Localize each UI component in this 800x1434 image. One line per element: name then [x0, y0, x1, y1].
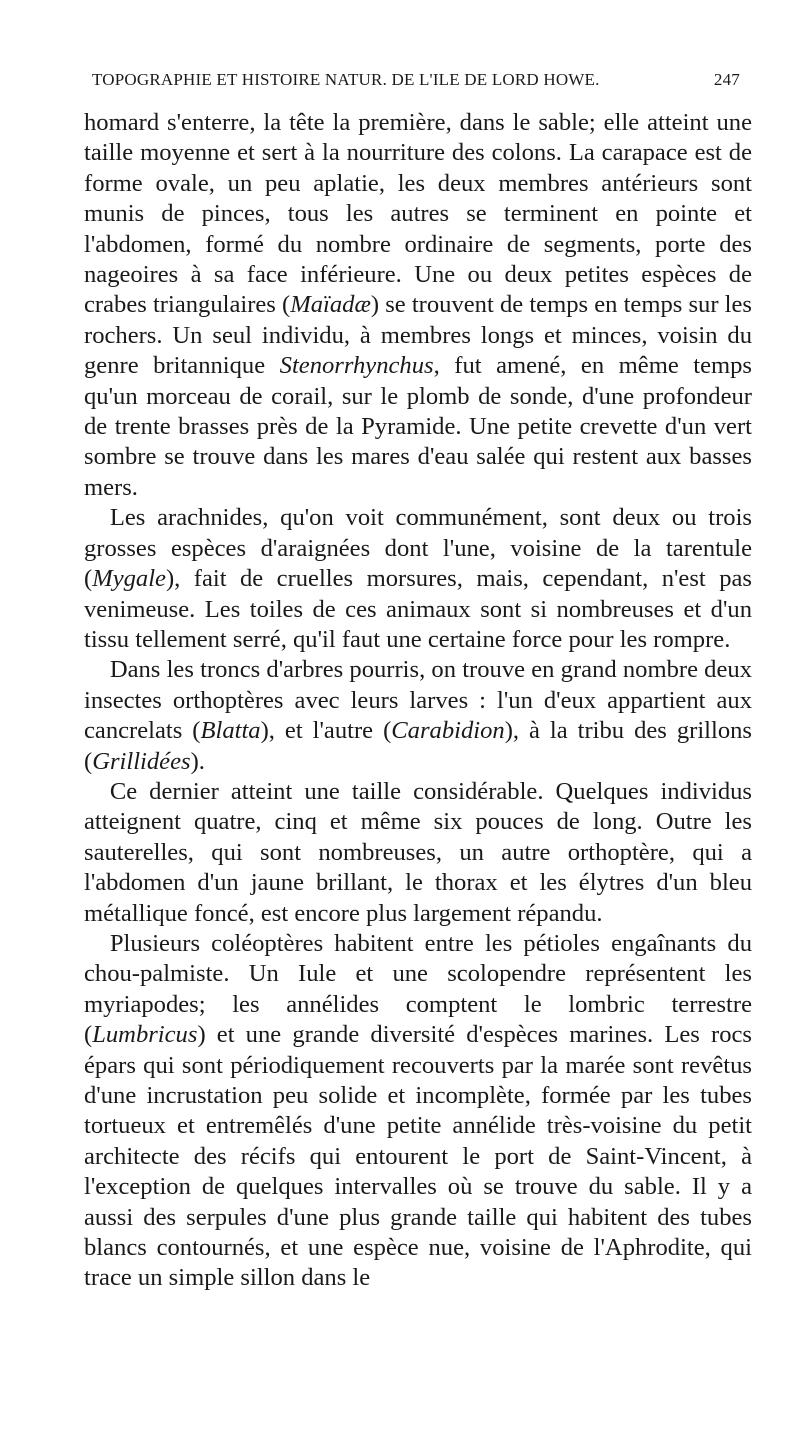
running-header — [92, 68, 740, 92]
taxon-name: Grillidées — [92, 747, 191, 775]
taxon-name: Blatta — [200, 717, 261, 745]
page-number: 247 — [713, 70, 740, 89]
paragraph-beetles-annelids: Plusieurs coléoptères habitent entre les pétioles engaînants du chou-palmiste. Un Iule et une scolopendre représentent les myriapodes; les annélides comptent le lombric terrestre (Lumbricus) et une grande diversité d'espèces marines. Les rocs épars qui sont périodiquement recouverts par la marée sont revêtus d'une incrustation peu solide et incomplète, formée par les tubes tortueux et entremêlés d'une petite annélide très-voisine du petit architecte des récifs qui entourent le port de Saint-Vincent, à l'exception de quelques intervalles où se trouve du sable. Il y a aussi des serpules d'une plus grande taille qui habitent des tubes blancs contournés, et une espèce nue, voisine de l'Aphrodite, qui trace un simple sillon dans le — [84, 929, 752, 1292]
paragraph-arachnids: Les arachnides, qu'on voit communément, sont deux ou trois grosses espèces d'araignées dont l'une, voisine de la tarentule (Mygale), fait de cruelles morsures, mais, cependant, n'est pas venimeuse. Les toiles de ces animaux sont si nombreuses et d'un tissu tellement serré, qu'il faut une certaine force pour les rompre. — [84, 504, 752, 653]
paragraph-orthoptera: Dans les troncs d'arbres pourris, on trouve en grand nombre deux insectes orthoptères avec leurs larves : l'un d'eux appartient aux cancrelats (Blatta), et l'autre (Carabidion), à la tribu des grillons (Grillidées). — [84, 656, 752, 775]
taxon-name: Maïadæ — [290, 291, 371, 319]
paragraph-crustaceans: homard s'enterre, la tête la première, dans le sable; elle atteint une taille moyenne et sert à la nourriture des colons. La carapace est de forme ovale, un peu aplatie, les deux membres antérieurs sont munis de pinces, tous les autres se terminent en pointe et l'abdomen, formé du nombre ordinaire de segments, porte des nageoires à sa face inférieure. Une ou deux petites espèces de crabes triangulaires (Maïadæ) se trouvent de temps en temps sur les rochers. Un seul individu, à membres longs et minces, voisin du genre britannique Stenorrhynchus, fut amené, en même temps qu'un morceau de corail, sur le plomb de sonde, d'une profondeur de trente brasses près de la Pyramide. Une petite crevette d'un vert sombre se trouve dans les mares d'eau salée qui restent aux basses mers. — [84, 109, 753, 501]
taxon-name: Stenorrhynchus — [279, 352, 434, 380]
body-text — [84, 108, 752, 1294]
running-title: TOPOGRAPHIE ET HISTOIRE NATUR. DE L'ILE DE LORD HOWE. — [92, 70, 600, 89]
taxon-name: Mygale — [92, 565, 166, 593]
taxon-name: Carabidion — [391, 717, 505, 745]
paragraph-grasshoppers: Ce dernier atteint une taille considérable. Quelques individus atteignent quatre, cinq et même six pouces de long. Outre les sauterelles, qui sont nombreuses, un autre orthoptère, qui a l'abdomen d'un jaune brillant, le thorax et les élytres d'un bleu métallique foncé, est encore plus largement répandu. — [84, 777, 752, 927]
taxon-name: Lumbricus — [92, 1021, 198, 1049]
